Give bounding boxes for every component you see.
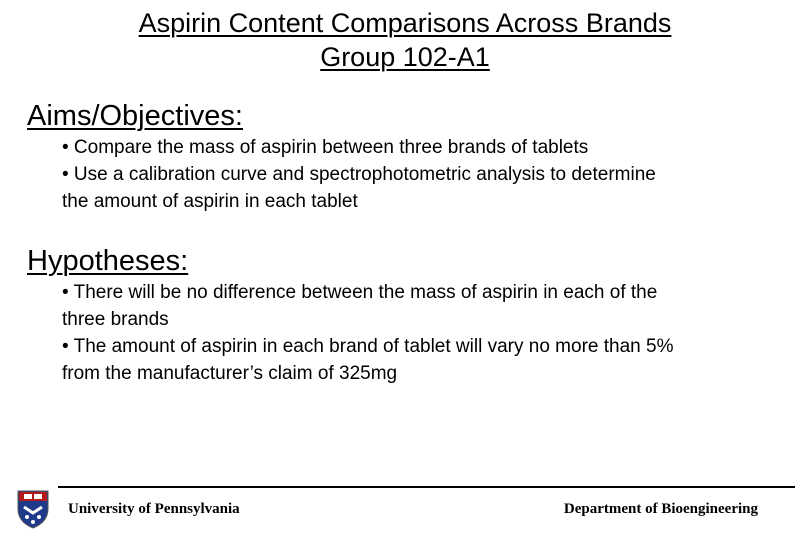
hypotheses-list (62, 279, 802, 387)
aims-heading: Aims/Objectives: (27, 100, 243, 132)
slide-title (0, 6, 810, 74)
title-line-1: Aspirin Content Comparisons Across Brands (138, 8, 672, 38)
aims-line-1: • Compare the mass of aspirin between three brands of tablets (62, 137, 589, 158)
aims-list (62, 134, 802, 215)
hypotheses-heading: Hypotheses: (27, 245, 189, 277)
aims-line-3: the amount of aspirin in each tablet (62, 191, 358, 212)
footer-university: University of Pennsylvania (68, 501, 240, 517)
hypotheses-line-3: • The amount of aspirin in each brand of tablet will vary no more than 5% (62, 336, 674, 357)
hypotheses-line-2: three brands (62, 309, 169, 330)
aims-line-2: • Use a calibration curve and spectrophotometric analysis to determine (62, 164, 656, 185)
hypotheses-line-4: from the manufacturer’s claim of 325mg (62, 363, 398, 384)
footer-divider (58, 486, 795, 488)
hypotheses-line-1: • There will be no difference between the mass of aspirin in each of the (62, 282, 658, 303)
footer-department: Department of Bioengineering (563, 501, 758, 517)
title-line-2: Group 102-A1 (320, 42, 490, 72)
university-shield-icon (16, 489, 50, 529)
